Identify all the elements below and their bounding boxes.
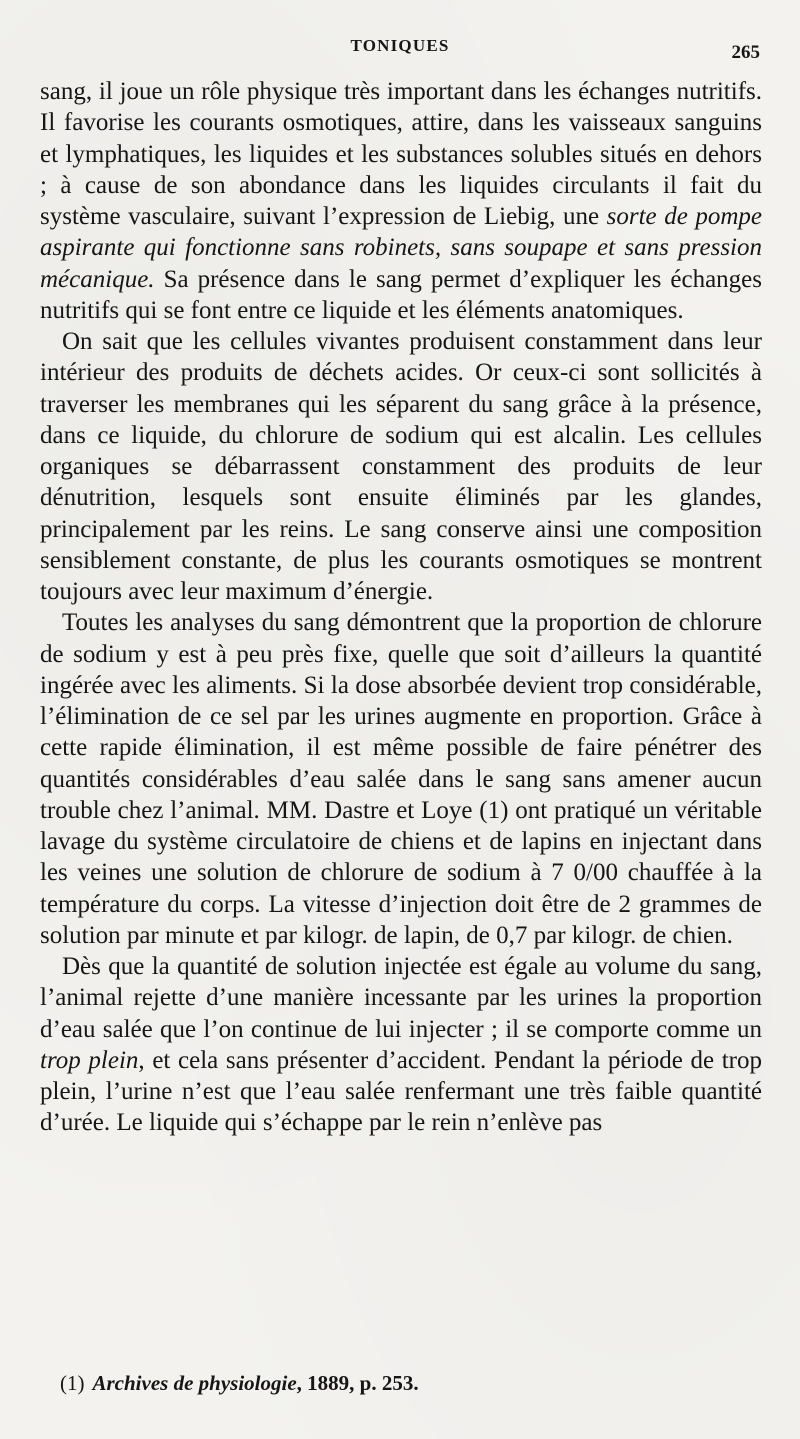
- page-number: 265: [731, 42, 760, 63]
- italic-text: sorte de pompe aspirante qui fonctionne sans robinets, sans soupape et sans pression mécanique.: [40, 203, 763, 293]
- text-run: On sait que les cellules vivantes produisent constamment dans leur intérieur des produits de déchets acides. Or ceux-ci sont sollicités à traverser les membranes qui les séparent du sang grâce à la présence, dans ce liquide, du chlorure de sodium qui est alcalin. Les cellules organiques se débarrassent constamment des produits de leur dénutrition, lesquels sont ensuite éliminés par les glandes, principalement par les reins. Le sang conserve ainsi une composition sensiblement constante, de plus les courants osmotiques se montrent toujours avec leur maximum d’énergie.: [40, 328, 762, 605]
- paragraph: [40, 76, 762, 326]
- paragraph: [40, 951, 762, 1139]
- footnote-mark: (1): [60, 1371, 85, 1395]
- text-run: Dès que la quantité de solution injectée est égale au volume du sang, l’animal rejette d’une manière incessante par les urines la proportion d’eau salée que l’on continue de lui injecter ; il se comporte comme un: [40, 953, 762, 1043]
- running-title: TONIQUES: [350, 36, 450, 55]
- text-run: Toutes les analyses du sang démontrent que la proportion de chlorure de sodium y est à peu près fixe, quelle que soit d’ailleurs la quantité ingérée avec les aliments. Si la dose absorbée devient trop considérable, l’élimination de ce sel par les urines augmente en proportion. Grâce à cette rapide élimination, il est même possible de faire pénétrer des quantités considérables d’eau salée dans le sang sans amener aucun trouble chez l’animal. MM. Dastre et Loye (1) ont pratiqué un véritable lavage du système circulatoire de chiens et de lapins en injectant dans les veines une solution de chlorure de sodium à 7 0/00 chauffée à la température du corps. La vitesse d’injection doit être de 2 grammes de solution par minute et par kilogr. de lapin, de 0,7 par kilogr. de chien.: [40, 609, 762, 949]
- body-text: [40, 76, 762, 1139]
- paragraph: [40, 607, 762, 951]
- footnote: [60, 1370, 419, 1396]
- text-run: sang, il joue un rôle physique très important dans les échanges nutritifs. Il favorise les courants osmotiques, attire, dans les vaisseaux sanguins et lymphatiques, les liquides et les substances solubles situés en dehors ; à cause de son abondance dans les liquides circulants il fait du système vasculaire, suivant l’expression de Liebig, une: [40, 78, 762, 230]
- footnote-citation: , 1889, p. 253.: [296, 1371, 419, 1395]
- footnote-journal: Archives de physiologie: [92, 1371, 297, 1395]
- italic-text: trop plein: [40, 1046, 139, 1074]
- running-head: [0, 36, 800, 63]
- text-run: , et cela sans présenter d’accident. Pendant la période de trop plein, l’urine n’est que l’eau salée renfermant une très faible quantité d’urée. Le liquide qui s’échappe par le rein n’enlève pas: [40, 1046, 762, 1137]
- paragraph: [40, 326, 762, 607]
- text-run: Sa présence dans le sang permet d’expliquer les échanges nutritifs qui se font entre ce liquide et les éléments anatomiques.: [40, 265, 762, 324]
